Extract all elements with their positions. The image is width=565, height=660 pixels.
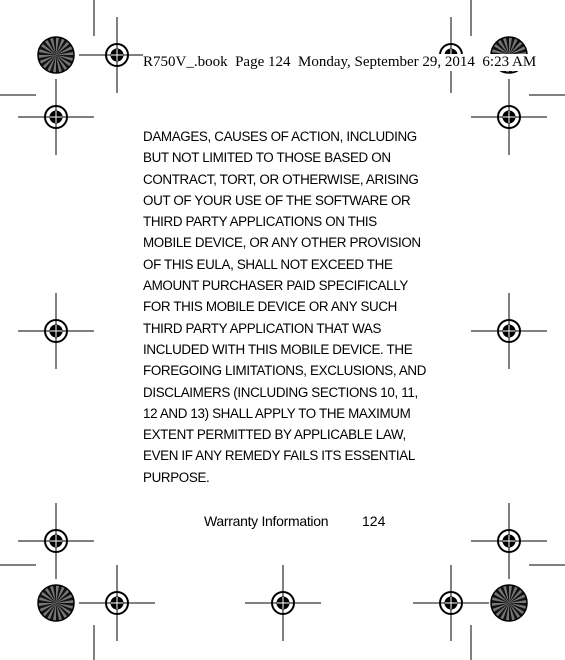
paragraph-line: THIRD PARTY APPLICATIONS ON THIS <box>143 214 377 230</box>
paragraph-line: PURPOSE. <box>143 469 210 485</box>
registration-target <box>18 293 94 369</box>
registration-target <box>471 293 547 369</box>
registration-target <box>18 503 94 579</box>
eula-paragraph <box>143 126 433 488</box>
paragraph-line: BUT NOT LIMITED TO THOSE BASED ON <box>143 150 391 166</box>
paragraph-line: OF THIS EULA, SHALL NOT EXCEED THE <box>143 256 393 272</box>
paragraph-line: FOR THIS MOBILE DEVICE OR ANY SUCH <box>143 299 397 315</box>
paragraph-line: DAMAGES, CAUSES OF ACTION, INCLUDING <box>143 129 417 144</box>
registration-target <box>471 503 547 579</box>
footer-section-label: Warranty Information <box>204 513 329 529</box>
paragraph-line: AMOUNT PURCHASER PAID SPECIFICALLY <box>143 278 408 294</box>
registration-target <box>413 565 489 641</box>
star-target <box>491 585 527 621</box>
registration-target <box>471 79 547 155</box>
paragraph-line: 12 AND 13) SHALL APPLY TO THE MAXIMUM <box>143 405 411 421</box>
registration-target <box>79 565 155 641</box>
paragraph-line: CONTRACT, TORT, OR OTHERWISE, ARISING <box>143 171 419 187</box>
star-target <box>38 37 74 73</box>
paragraph-line: MOBILE DEVICE, OR ANY OTHER PROVISION <box>143 235 421 251</box>
paragraph-line: FOREGOING LIMITATIONS, EXCLUSIONS, AND <box>143 363 427 379</box>
paragraph-line: EXTENT PERMITTED BY APPLICABLE LAW, <box>143 427 406 443</box>
registration-target <box>18 79 94 155</box>
paragraph-line: THIRD PARTY APPLICATION THAT WAS <box>143 320 382 336</box>
paragraph-line: OUT OF YOUR USE OF THE SOFTWARE OR <box>143 192 411 208</box>
paragraph-line: INCLUDED WITH THIS MOBILE DEVICE. THE <box>143 341 413 357</box>
registration-target <box>245 565 321 641</box>
paragraph-line: EVEN IF ANY REMEDY FAILS ITS ESSENTIAL <box>143 448 415 464</box>
star-target <box>38 585 74 621</box>
print-slug-line: R750V_.book Page 124 Monday, September 29, 2014 6:23 AM <box>143 54 537 70</box>
page-number: 124 <box>362 513 386 529</box>
paragraph-line: DISCLAIMERS (INCLUDING SECTIONS 10, 11, <box>143 384 418 400</box>
